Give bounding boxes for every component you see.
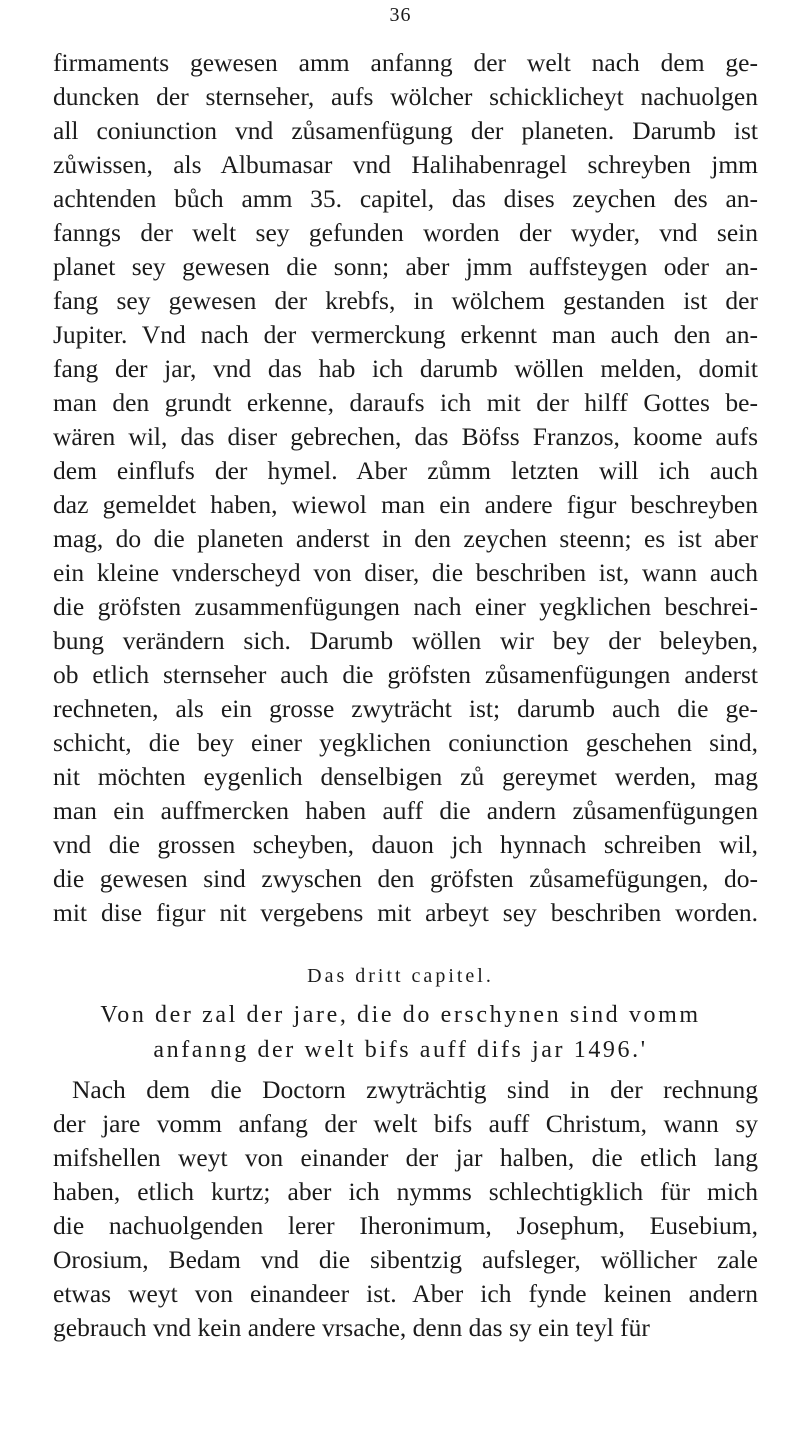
text-line: duncken der sternseher, aufs wölcher schicklicheyt nachuolgen <box>53 82 758 111</box>
text-line: ob etlich sternseher auch die gröfsten zůsamenfügungen anderst <box>53 660 758 689</box>
text-line: dem einflufs der hymel. Aber zůmm letzten will ich auch <box>53 456 758 485</box>
text-line: man den grundt erkenne, daraufs ich mit der hilff Gottes be- <box>53 388 758 417</box>
text-line: fang sey gewesen der krebfs, in wölchem gestanden ist der <box>53 286 758 315</box>
text-line: achtenden bůch amm 35. capitel, das dises zeychen des an- <box>53 184 758 213</box>
text-line: bung verändern sich. Darumb wöllen wir bey der beleyben, <box>53 626 758 655</box>
text-line: haben, etlich kurtz; aber ich nymms schlechtigklich für mich <box>53 1177 758 1206</box>
text-line: fanngs der welt sey gefunden worden der wyder, vnd sein <box>53 218 758 247</box>
text-line: die nachuolgenden lerer Iheronimum, Josephum, Eusebium, <box>53 1211 758 1240</box>
text-line: nit möchten eygenlich denselbigen zů gereymet werden, mag <box>53 762 758 791</box>
text-line: planet sey gewesen die sonn; aber jmm auffsteygen oder an- <box>53 252 758 281</box>
text-line: firmaments gewesen amm anfanng der welt nach dem ge- <box>53 48 758 77</box>
page-number: 36 <box>389 4 412 26</box>
text-line: mifshellen weyt von einander der jar halben, die etlich lang <box>53 1143 758 1172</box>
chapter-heading: Das dritt capitel. <box>307 965 494 987</box>
text-line: vnd die grossen scheyben, dauon jch hynnach schreiben wil, <box>53 830 758 859</box>
text-line: der jare vomm anfang der welt bifs auff Christum, wann sy <box>53 1109 758 1138</box>
chapter-title-line: anfanng der welt bifs auff difs jar 1496.' <box>153 1037 648 1063</box>
text-line: wären wil, das diser gebrechen, das Böfss Franzos, koome aufs <box>53 422 758 451</box>
text-line: gebrauch vnd kein andere vrsache, denn das sy ein teyl für <box>53 1313 650 1342</box>
text-line: rechneten, als ein grosse zwyträcht ist; darumb auch die ge- <box>53 694 758 723</box>
text-line: die gröfsten zusammenfügungen nach einer yegklichen beschrei- <box>53 592 758 621</box>
chapter-title-line: Von der zal der jare, die do erschynen sind vomm <box>100 1002 701 1028</box>
text-line: Nach dem die Doctorn zwyträchtig sind in der rechnung <box>72 1075 758 1104</box>
text-line: daz gemeldet haben, wiewol man ein andere figur beschreyben <box>53 490 758 519</box>
text-line: die gewesen sind zwyschen den gröfsten zůsamefügungen, do- <box>53 864 758 893</box>
text-line: fang der jar, vnd das hab ich darumb wöllen melden, domit <box>53 354 758 383</box>
text-line: all coniunction vnd zůsamenfügung der planeten. Darumb ist <box>53 116 758 145</box>
text-line: schicht, die bey einer yegklichen coniunction geschehen sind, <box>53 728 758 757</box>
text-line: Jupiter. Vnd nach der vermerckung erkennt man auch den an- <box>53 320 758 349</box>
text-line: zůwissen, als Albumasar vnd Halihabenragel schreyben jmm <box>53 150 758 179</box>
text-line: mit dise figur nit vergebens mit arbeyt sey beschriben worden. <box>53 898 758 927</box>
text-line: man ein auffmercken haben auff die andern zůsamenfügungen <box>53 796 758 825</box>
text-line: mag, do die planeten anderst in den zeychen steenn; es ist aber <box>53 524 758 553</box>
text-line: Orosium, Bedam vnd die sibentzig aufsleger, wöllicher zale <box>53 1245 758 1274</box>
text-line: ein kleine vnderscheyd von diser, die beschriben ist, wann auch <box>53 558 758 587</box>
text-line: etwas weyt von einandeer ist. Aber ich fynde keinen andern <box>53 1279 758 1308</box>
